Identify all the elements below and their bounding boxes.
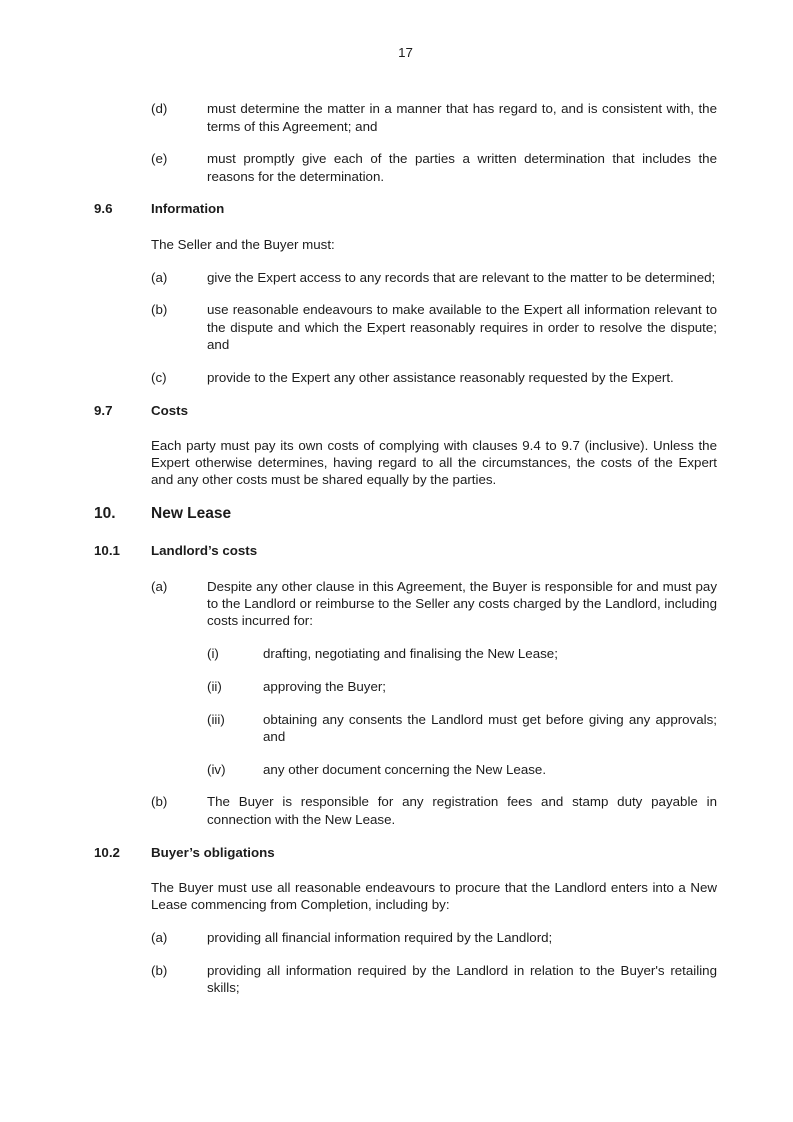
clause-item-a <box>151 269 717 286</box>
subclause-text: obtaining any consents the Landlord must get before giving any approvals; and <box>263 711 717 744</box>
section-heading-9-7 <box>94 402 717 419</box>
section-title: New Lease <box>151 505 232 523</box>
section-number: 10.1 <box>94 543 120 559</box>
subclause-item-iv <box>207 761 717 778</box>
subclause-item-ii <box>207 678 717 695</box>
clause-text: must promptly give each of the parties a written determination that includes the reasons for the determination. <box>207 151 717 184</box>
section-number: 9.6 <box>94 201 113 217</box>
section-heading-10-1 <box>94 542 717 559</box>
clause-marker: (c) <box>151 369 167 385</box>
clause-marker: (a) <box>151 929 168 945</box>
clause-text: providing all information required by the Landlord in relation to the Buyer's retailing skills; <box>207 962 717 995</box>
section-title: Buyer’s obligations <box>151 844 275 860</box>
clause-item-b <box>151 962 717 997</box>
clause-marker: (a) <box>151 578 168 594</box>
subclause-marker: (i) <box>207 645 219 661</box>
clause-text: must determine the matter in a manner that has regard to, and is consistent with, the terms of this Agreement; and <box>207 101 717 134</box>
clause-text: The Buyer is responsible for any registration fees and stamp duty payable in connection with the New Lease. <box>207 794 717 827</box>
clause-item-e <box>151 150 717 185</box>
clause-marker: (b) <box>151 794 168 810</box>
paragraph: The Buyer must use all reasonable endeavours to procure that the Landlord enters into a New Lease commencing from Completion, including by: <box>151 879 717 913</box>
subclause-text: any other document concerning the New Lease. <box>263 761 547 777</box>
section-heading-9-6 <box>94 200 717 217</box>
clause-item-a <box>151 929 717 946</box>
clause-text: give the Expert access to any records that are relevant to the matter to be determined; <box>207 269 716 285</box>
section-heading-10 <box>94 504 717 524</box>
subclause-marker: (ii) <box>207 678 222 694</box>
clause-text: Despite any other clause in this Agreement, the Buyer is responsible for and must pay to the Landlord or reimburse to the Seller any costs charged by the Landlord, including costs incurred for: <box>207 578 717 629</box>
section-heading-10-2 <box>94 844 717 861</box>
clause-marker: (d) <box>151 101 168 117</box>
page-number: 17 <box>398 45 413 60</box>
clause-item-d <box>151 100 717 135</box>
clause-marker: (a) <box>151 269 168 285</box>
section-number: 9.7 <box>94 402 113 418</box>
clause-text: provide to the Expert any other assistance reasonably requested by the Expert. <box>207 369 674 385</box>
paragraph: The Seller and the Buyer must: <box>151 236 335 252</box>
subclause-text: approving the Buyer; <box>263 678 386 694</box>
clause-marker: (e) <box>151 151 168 167</box>
section-title: Information <box>151 201 225 217</box>
document-body <box>94 100 717 996</box>
section-number: 10.2 <box>94 844 120 860</box>
subclause-text: drafting, negotiating and finalising the New Lease; <box>263 645 558 661</box>
clause-item-b <box>151 793 717 828</box>
clause-marker: (b) <box>151 962 168 978</box>
section-title: Landlord’s costs <box>151 543 258 559</box>
subclause-marker: (iii) <box>207 711 225 727</box>
paragraph: Each party must pay its own costs of complying with clauses 9.4 to 9.7 (inclusive). Unless the Expert otherwise determines, having regard to all the circumstances, the costs of the Expert and any other costs must be shared equally by the parties. <box>151 437 717 488</box>
clause-text: use reasonable endeavours to make available to the Expert all information relevant to the dispute and which the Expert reasonably requires in order to resolve the dispute; and <box>207 302 717 352</box>
section-number: 10. <box>94 505 116 523</box>
clause-item-b <box>151 301 717 353</box>
clause-marker: (b) <box>151 302 168 318</box>
clause-item-a <box>151 578 717 630</box>
subclause-marker: (iv) <box>207 761 226 777</box>
clause-item-c <box>151 369 717 386</box>
section-title: Costs <box>151 402 189 418</box>
clause-text: providing all financial information required by the Landlord; <box>207 929 553 945</box>
subclause-item-iii <box>207 711 717 746</box>
subclause-item-i <box>207 645 717 662</box>
